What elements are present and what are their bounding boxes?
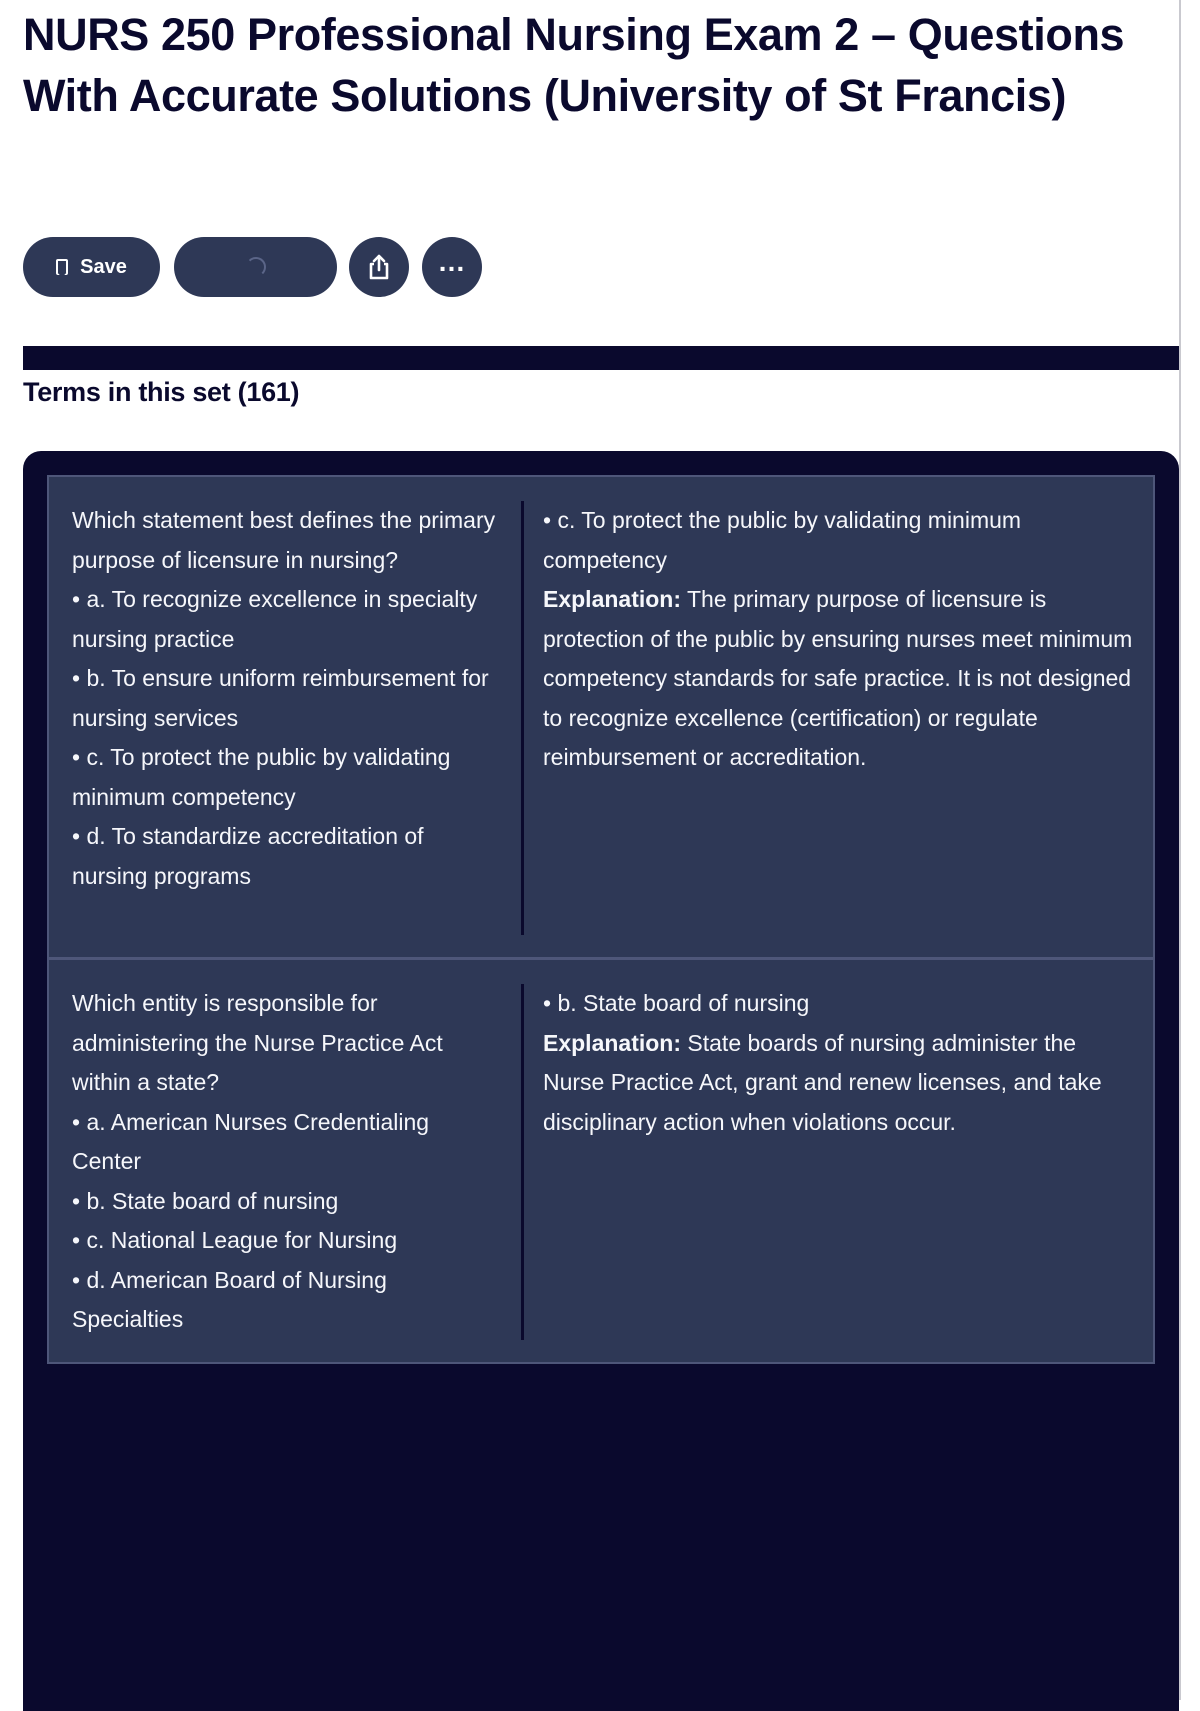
loading-button[interactable] xyxy=(174,237,337,297)
answer-option: • a. American Nurses Credentialing Center xyxy=(72,1108,430,1174)
term-card[interactable] xyxy=(47,475,1155,959)
term-card[interactable] xyxy=(47,958,1155,1364)
answer-option: • d. American Board of Nursing Specialties xyxy=(72,1266,387,1332)
page-right-border xyxy=(1179,0,1181,1700)
correct-answer: • c. To protect the public by validating minimum competency xyxy=(543,507,1022,573)
answer-option: • b. State board of nursing xyxy=(72,1187,339,1214)
more-options-icon: … xyxy=(437,246,467,277)
explanation-text: The primary purpose of licensure is protection of the public by ensuring nurses meet minimum competency standards for safe practice. It is not designed to recognize excellence (certification) or regulate reimbursement or accreditation. xyxy=(543,586,1133,770)
spinner-icon xyxy=(246,257,266,277)
question-text: Which entity is responsible for administering the Nurse Practice Act within a state? xyxy=(72,990,443,1095)
save-button[interactable] xyxy=(23,237,160,297)
share-icon xyxy=(366,253,392,281)
explanation xyxy=(543,1024,1133,1143)
share-button[interactable] xyxy=(349,237,409,297)
more-options-button[interactable] xyxy=(422,237,482,297)
terms-count-heading: Terms in this set (161) xyxy=(23,377,300,407)
card-column-divider xyxy=(521,984,524,1340)
explanation-label: Explanation: xyxy=(543,586,682,612)
answer-option: • a. To recognize excellence in specialty nursing practice xyxy=(72,586,478,652)
card-term xyxy=(72,501,502,896)
card-definition xyxy=(543,984,1133,1142)
question-text: Which statement best defines the primary purpose of licensure in nursing? xyxy=(72,507,496,573)
terms-panel xyxy=(23,451,1179,1711)
answer-option: • d. To standardize accreditation of nursing programs xyxy=(72,823,424,889)
answer-option: • c. To protect the public by validating minimum competency xyxy=(72,744,451,810)
card-column-divider xyxy=(521,501,524,935)
card-term xyxy=(72,984,502,1340)
bookmark-icon xyxy=(56,259,68,275)
card-definition xyxy=(543,501,1133,778)
section-divider xyxy=(23,346,1179,370)
answer-option: • b. To ensure uniform reimbursement for nursing services xyxy=(72,665,489,731)
save-button-label: Save xyxy=(80,255,127,278)
explanation-label: Explanation: xyxy=(543,1029,682,1056)
correct-answer: • b. State board of nursing xyxy=(543,990,810,1016)
page-title: NURS 250 Professional Nursing Exam 2 – Questions With Accurate Solutions (University of St Francis) xyxy=(23,9,1125,121)
answer-option: • c. National League for Nursing xyxy=(72,1227,398,1253)
explanation-text: State boards of nursing administer the Nurse Practice Act, grant and renew licenses, and take disciplinary action when violations occur. xyxy=(543,1029,1102,1135)
explanation xyxy=(543,580,1133,778)
